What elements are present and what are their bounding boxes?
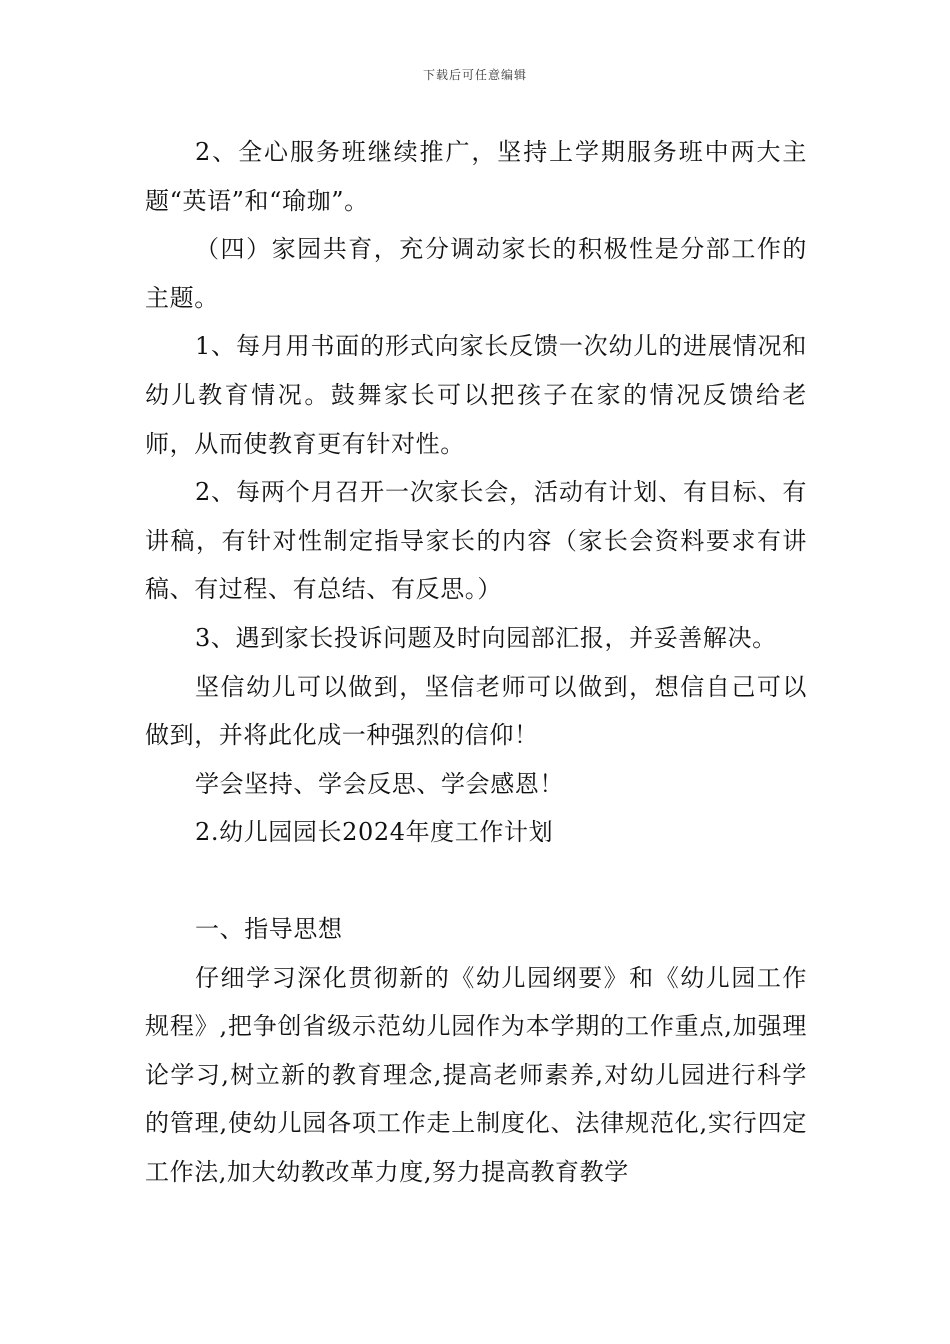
blank-line bbox=[145, 857, 807, 905]
paragraph-guiding-thought: 仔细学习深化贯彻新的《幼儿园纲要》和《幼儿园工作规程》,把争创省级示范幼儿园作为本学期的工作重点,加强理论学习,树立新的教育理念,提高老师素养,对幼儿园进行科学的管理,使幼儿园各项工作走上制度化、法律规范化,实行四定工作法,加大幼教改革力度,努力提高教育教学 bbox=[145, 963, 807, 1186]
document-section-title: 2.幼儿园园长2024年度工作计划 bbox=[195, 818, 554, 847]
page-header-note: 下载后可任意编辑 bbox=[422, 68, 527, 82]
paragraph-monthly-feedback: 1、每月用书面的形式向家长反馈一次幼儿的进展情况和幼儿教育情况。鼓舞家长可以把孩子在家的情况反馈给老师，从而使教育更有针对性。 bbox=[145, 332, 807, 458]
paragraph-complaints: 3、遇到家长投诉问题及时向园部汇报，并妥善解决。 bbox=[195, 623, 777, 652]
paragraph-belief: 坚信幼儿可以做到，坚信老师可以做到，想信自己可以做到，并将此化成一种强烈的信仰！ bbox=[145, 672, 807, 750]
document-body bbox=[145, 128, 807, 1196]
paragraph-parent-meeting: 2、每两个月召开一次家长会，活动有计划、有目标、有讲稿，有针对性制定指导家长的内容（家长会资料要求有讲稿、有过程、有总结、有反思。） bbox=[145, 478, 807, 604]
paragraph-service-class: 2、全心服务班继续推广，坚持上学期服务班中两大主题“英语”和“瑜珈”。 bbox=[145, 138, 807, 215]
paragraph-home-school: （四）家园共育，充分调动家长的积极性是分部工作的主题。 bbox=[145, 235, 807, 312]
section-heading-guiding-thought: 一、指导思想 bbox=[195, 914, 343, 943]
paragraph-motto: 学会坚持、学会反思、学会感恩！ bbox=[195, 769, 564, 798]
